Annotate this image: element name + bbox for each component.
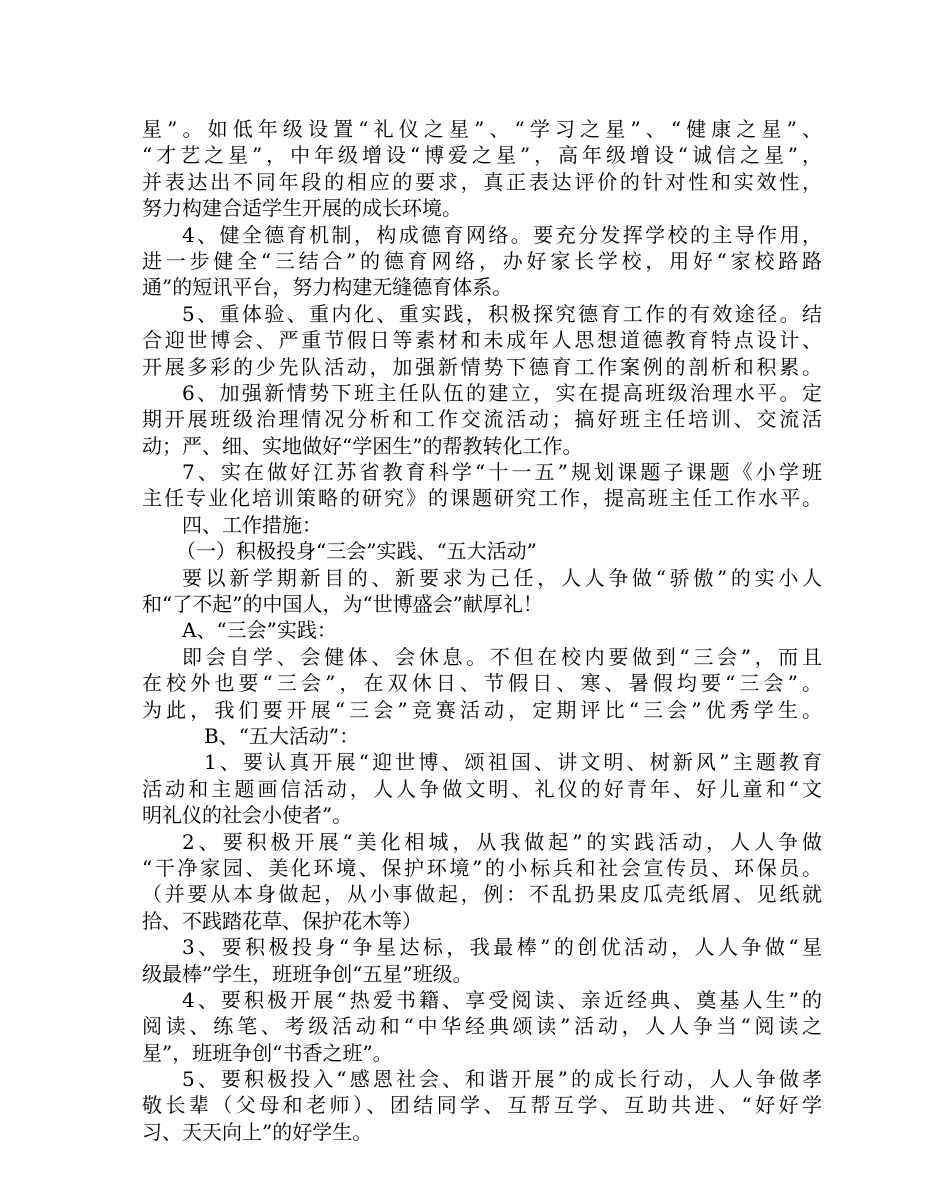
text-line: 4、要积极开展“热爱书籍、享受阅读、亲近经典、奠基人生”的 — [182, 987, 822, 1012]
text-line: 4、健全德育机制，构成德育网络。要充分发挥学校的主导作用， — [182, 222, 822, 247]
text-line: 主任专业化培训策略的研究》的课题研究工作，提高班主任工作水平。 — [142, 486, 822, 511]
text-line: 星”，班班争创“书香之班”。 — [142, 1040, 393, 1065]
text-line: 在校外也要“三会”，在双休日、节假日、寒、暑假均要“三会”。 — [142, 671, 822, 696]
text-line: 并表达出不同年段的相应的要求，真正表达评价的针对性和实效性， — [142, 169, 822, 194]
text-line: 阅读、练笔、考级活动和“中华经典颂读”活动，人人争当“阅读之 — [142, 1014, 822, 1039]
text-line: 习、天天向上”的好学生。 — [142, 1119, 373, 1144]
text-line: 活动和主题画信活动，人人争做文明、礼仪的好青年、好儿童和“文 — [142, 776, 822, 801]
text-line: （并要从本身做起，从小事做起，例：不乱扔果皮瓜壳纸屑、见纸就 — [142, 882, 822, 907]
text-line: 努力构建合适学生开展的成长环境。 — [142, 196, 462, 221]
text-line: 1、要认真开展“迎世博、颂祖国、讲文明、树新风”主题教育 — [204, 750, 822, 775]
text-line: 6、加强新情势下班主任队伍的建立，实在提高班级治理水平。定 — [182, 380, 822, 405]
text-line: “才艺之星”，中年级增设“博爱之星”，高年级增设“诚信之星”， — [142, 143, 822, 168]
text-line: 通”的短讯平台，努力构建无缝德育体系。 — [142, 275, 513, 300]
text-line: B、“五大活动”： — [204, 723, 360, 748]
text-line: 星”。如低年级设置“礼仪之星”、“学习之星”、“健康之星”、 — [142, 117, 822, 141]
text-line: 拾、不践踏花草、保护花木等） — [142, 908, 422, 933]
text-line: 进一步健全“三结合”的德育网络，办好家长学校，用好“家校路路 — [142, 248, 822, 273]
text-line: 3、要积极投身“争星达标，我最棒”的创优活动，人人争做“星 — [182, 935, 822, 960]
text-line: 合迎世博会、严重节假日等素材和未成年人思想道德教育特点设计、 — [142, 328, 822, 353]
text-line: 要以新学期新目的、新要求为己任，人人争做“骄傲”的实小人 — [182, 565, 822, 590]
text-line: 即会自学、会健体、会休息。不但在校内要做到“三会”，而且 — [182, 644, 822, 669]
text-line: 期开展班级治理情况分析和工作交流活动；搞好班主任培训、交流活 — [142, 407, 822, 432]
text-line: 7、实在做好江苏省教育科学“十一五”规划课题子课题《小学班 — [182, 460, 822, 485]
text-line: 明礼仪的社会小使者”。 — [142, 803, 353, 828]
text-line: 为此，我们要开展“三会”竞赛活动，定期评比“三会”优秀学生。 — [142, 697, 822, 722]
text-line: 5、重体验、重内化、重实践，积极探究德育工作的有效途径。结 — [182, 301, 822, 326]
text-line: 开展多彩的少先队活动，加强新情势下德育工作案例的剖析和积累。 — [142, 354, 822, 379]
text-line: 敬长辈（父母和老师）、团结同学、互帮互学、互助共进、“好好学 — [142, 1093, 822, 1118]
text-line: 动；严、细、实地做好“学困生”的帮教转化工作。 — [142, 433, 583, 458]
document-body — [142, 116, 822, 1145]
text-line: 5、要积极投入“感恩社会、和谐开展”的成长行动，人人争做孝 — [182, 1067, 822, 1092]
text-line: 和“了不起”的中国人，为“世博盛会”献厚礼！ — [142, 592, 543, 617]
text-line: 2、要积极开展“美化相城，从我做起”的实践活动，人人争做 — [182, 829, 822, 854]
text-line: 四、工作措施： — [182, 512, 322, 537]
text-line: “干净家园、美化环境、保护环境”的小标兵和社会宣传员、环保员。 — [142, 855, 822, 880]
text-line: （一）积极投身“三会”实践、“五大活动” — [176, 539, 537, 564]
text-line: A、“三会”实践： — [182, 618, 337, 643]
text-line: 级最棒”学生，班班争创“五星”班级。 — [142, 961, 473, 986]
